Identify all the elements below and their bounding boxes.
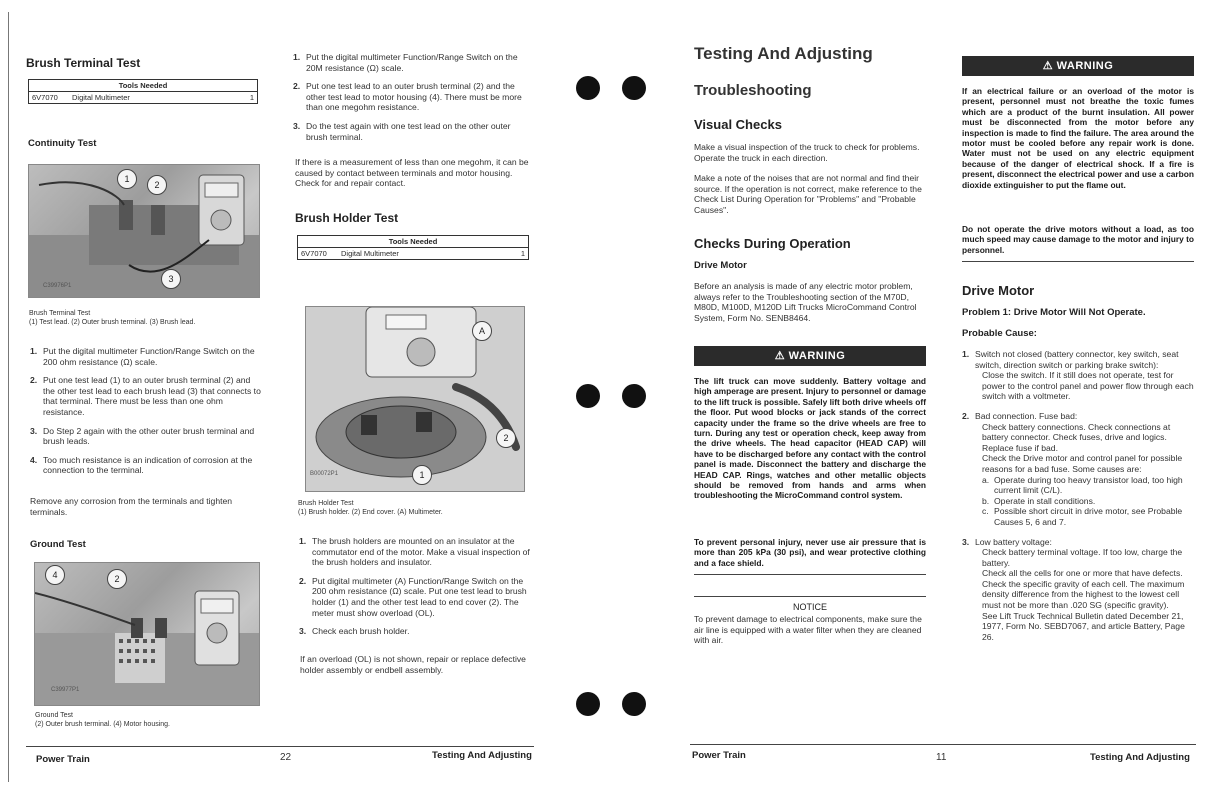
step-text: Check each brush holder. bbox=[312, 626, 410, 637]
cause-body: Check battery terminal voltage. If too low, charge the battery. bbox=[982, 547, 1183, 568]
binder-hole bbox=[576, 384, 600, 408]
step-item bbox=[293, 121, 529, 142]
notice-text: To prevent damage to electrical components, make sure the air line is equipped with a water filter when they are cleaned with air. bbox=[694, 614, 922, 646]
callout-2b: 2 bbox=[107, 569, 127, 589]
warning-icon: ⚠ bbox=[774, 350, 786, 362]
step-item bbox=[293, 81, 529, 113]
drive-motor-text: Before an analysis is made of any electric motor problem, always refer to the Troubleshooting section of the M70D, M80D, M100D, M120D Lift Trucks MicroCommand Control System, Form No. SENB8464. bbox=[694, 281, 917, 323]
warning-banner bbox=[694, 346, 926, 366]
brush-terminal-steps bbox=[30, 346, 262, 484]
footer-rule bbox=[26, 746, 534, 747]
step-text: Do Step 2 again with the other outer brush terminal and brush leads. bbox=[43, 425, 255, 447]
caption-detail: (1) Brush holder. (2) End cover. (A) Multimeter. bbox=[298, 509, 443, 516]
step-item bbox=[30, 346, 262, 367]
warning-text: The lift truck can move suddenly. Battery voltage and high amperage are present. Injury to personnel or damage to the lift truck is possible. Safely lift both drive wheels off the floor. Put wood blocks or jack stands of the correct capacity under the frame so the drive wheels are free to turn. During any test or operation check, keep away from the drive wheels. The head capacitor (HEAD CAP) will have to be discharged before any contact with the control panel is made. Disconnect the battery and discharge the HEAD CAP. Rings, watches and other metallic objects should be removed from hands and arms when troubleshooting the MicroCommand control system. bbox=[694, 376, 926, 501]
tool-qty: 1 bbox=[520, 249, 525, 258]
sub-text: Operate during too heavy transistor load, too high current limit (C/L). bbox=[994, 474, 1183, 496]
cause-number: 2. bbox=[962, 410, 970, 421]
step-item bbox=[30, 426, 262, 447]
cause-title: Low battery voltage: bbox=[975, 536, 1052, 547]
step-text: Put the digital multimeter Function/Range Switch on the 200 ohm resistance (Ω) scale. bbox=[43, 346, 255, 367]
cause-body-3: Check the specific gravity of each cell. The maximum density difference from the highest to the lowest cell must not be more than .020 SG (specific gravity). bbox=[982, 578, 1185, 611]
cause-item bbox=[962, 537, 1196, 548]
visual-checks-text-1: Make a visual inspection of the truck to check for problems. Operate the truck in each direction. bbox=[694, 142, 920, 163]
step-number: 1. bbox=[299, 536, 307, 546]
step-number: 2. bbox=[293, 81, 301, 92]
visual-checks-title: Visual Checks bbox=[694, 117, 782, 132]
footer-left-2: Power Train bbox=[692, 750, 746, 761]
binder-hole bbox=[576, 76, 600, 100]
step-item bbox=[30, 375, 262, 417]
step-text: Too much resistance is an indication of corrosion at the connection to the terminal. bbox=[43, 454, 253, 476]
cause-item bbox=[962, 411, 1196, 422]
sub-text: Operate in stall conditions. bbox=[994, 495, 1096, 506]
step-number: 1. bbox=[293, 52, 301, 62]
remove-corrosion-text: Remove any corrosion from the terminals and tighten terminals. bbox=[30, 496, 233, 517]
warning-icon: ⚠ bbox=[1042, 60, 1054, 72]
cause-title: Bad connection. Fuse bad: bbox=[975, 410, 1078, 421]
cause-body-2: Check the Drive motor and control panel for possible reasons for a bad fuse. Some causes are: bbox=[982, 453, 1183, 474]
cause-body-2: Check all the cells for one or more that have defects. bbox=[982, 568, 1183, 579]
callout-1b: 1 bbox=[412, 465, 432, 485]
overload-text: If an overload (OL) is not shown, repair or replace defective holder assembly or endbell assembly. bbox=[300, 654, 526, 675]
brush-holder-photo bbox=[305, 306, 525, 492]
caption-title: Brush Terminal Test bbox=[29, 310, 91, 317]
step-number: 2. bbox=[299, 575, 307, 586]
page-title: Testing And Adjusting bbox=[694, 44, 873, 63]
problem-1-title: Problem 1: Drive Motor Will Not Operate. bbox=[962, 307, 1146, 318]
brush-terminal-caption bbox=[29, 309, 269, 327]
step-text: Put one test lead (1) to an outer brush terminal (2) and the other test lead to each brush lead (3) that connects to that terminal. There must be less than one ohm resistance. bbox=[43, 375, 261, 417]
callout-2: 2 bbox=[147, 175, 167, 195]
step-text: Put one test lead to an outer brush terminal (2) and the other test lead to motor housing (4). There must be more than one megohm resistance. bbox=[306, 81, 522, 113]
step-item bbox=[299, 536, 531, 568]
sub-cause bbox=[982, 496, 1196, 507]
tools-needed-table bbox=[28, 79, 258, 104]
binder-hole bbox=[576, 692, 600, 716]
binder-hole bbox=[622, 76, 646, 100]
brush-holder-steps bbox=[299, 536, 531, 645]
warning-text-3: If an electrical failure or an overload of the motor is present, personnel must not breathe the toxic fumes which are a product of the burnt insulation. All power must be disconnected from the motor before any inspection is made to find the failure. The area around the motor must be cooled before any repair work is done. Water must not be used on any electric equipment because of the danger of electrical shock. If a fire is present, disconnect the electrical power and use a carbon dioxide extinguisher to put the flame out. bbox=[962, 86, 1194, 190]
brush-holder-caption bbox=[298, 499, 528, 517]
troubleshooting-title: Troubleshooting bbox=[694, 82, 812, 99]
cause-body: Check battery connections. Check connections at battery connector. Check fuses, drive and logics. Replace fuse if bad. bbox=[982, 421, 1171, 453]
sub-letter: a. bbox=[982, 474, 990, 485]
image-code: C39976P1 bbox=[43, 283, 72, 289]
step-item bbox=[299, 626, 531, 637]
step-number: 4. bbox=[30, 454, 38, 465]
tools-header: Tools Needed bbox=[29, 80, 257, 92]
ground-test-photo bbox=[34, 562, 260, 706]
tool-name: Digital Multimeter bbox=[72, 93, 130, 102]
brush-holder-test-title: Brush Holder Test bbox=[295, 211, 399, 225]
ground-test-steps bbox=[293, 52, 529, 150]
callout-4: 4 bbox=[45, 565, 65, 585]
caption-title: Ground Test bbox=[35, 712, 74, 719]
footer-right: Testing And Adjusting bbox=[432, 750, 532, 761]
continuity-test-title: Continuity Test bbox=[28, 138, 97, 149]
notice-rule bbox=[694, 596, 926, 597]
image-code: C39977P1 bbox=[51, 687, 80, 693]
warning-rule bbox=[694, 574, 926, 575]
ground-test-title: Ground Test bbox=[30, 539, 86, 550]
drive-motor-subtitle: Drive Motor bbox=[694, 260, 747, 271]
callout-3: 3 bbox=[161, 269, 181, 289]
warning-label: WARNING bbox=[788, 350, 846, 362]
brush-terminal-illustration bbox=[29, 165, 259, 297]
step-text: The brush holders are mounted on an insulator at the commutator end of the motor. Make a visual inspection of the brush holders and insulator. bbox=[312, 536, 530, 568]
notice-label: NOTICE bbox=[792, 602, 827, 612]
step-item bbox=[30, 455, 262, 476]
ground-test-caption bbox=[35, 711, 265, 729]
step-number: 3. bbox=[299, 626, 307, 637]
warning-label: WARNING bbox=[1056, 60, 1114, 72]
warning-banner-2 bbox=[962, 56, 1194, 76]
callout-1: 1 bbox=[117, 169, 137, 189]
causes-list bbox=[962, 349, 1196, 642]
callout-a: A bbox=[472, 321, 492, 341]
step-item bbox=[293, 52, 529, 73]
footer-rule-2 bbox=[690, 744, 1196, 745]
checks-during-title: Checks During Operation bbox=[694, 236, 851, 251]
warning-rule-2 bbox=[962, 261, 1194, 262]
sub-cause bbox=[982, 506, 1196, 527]
cause-item bbox=[962, 349, 1196, 370]
callout-2c: 2 bbox=[496, 428, 516, 448]
left-margin-line bbox=[8, 12, 9, 782]
sub-cause bbox=[982, 475, 1196, 496]
tool-code: 6V7070 bbox=[32, 93, 58, 102]
caption-detail: (2) Outer brush terminal. (4) Motor housing. bbox=[35, 721, 170, 728]
visual-checks-text-2: Make a note of the noises that are not normal and find their source. If the operation is not correct, make reference to the Check List During Operation for "Problems" and "Probable Causes". bbox=[694, 173, 922, 215]
step-text: Do the test again with one test lead on the other outer brush terminal. bbox=[306, 120, 511, 142]
step-item bbox=[299, 576, 531, 618]
page-number-2: 11 bbox=[936, 752, 947, 763]
cause-number: 3. bbox=[962, 536, 970, 547]
warning-text-2: To prevent personal injury, never use air pressure that is more than 205 kPa (30 psi), and wear protective clothing and a face shield. bbox=[694, 537, 926, 568]
tools-needed-table-2 bbox=[297, 235, 529, 260]
caption-detail: (1) Test lead. (2) Outer brush terminal. (3) Brush lead. bbox=[29, 319, 196, 326]
cause-title: Switch not closed (battery connector, key switch, seat switch, direction switch or parking brake switch): bbox=[975, 349, 1179, 370]
image-code: B00072P1 bbox=[310, 471, 339, 477]
caption-title: Brush Holder Test bbox=[298, 500, 354, 507]
step-number: 3. bbox=[293, 120, 301, 131]
brush-terminal-test-title: Brush Terminal Test bbox=[26, 56, 141, 70]
footer-left: Power Train bbox=[36, 754, 90, 765]
tool-code: 6V7070 bbox=[301, 249, 327, 258]
page-number: 22 bbox=[280, 752, 292, 763]
sub-letter: b. bbox=[982, 495, 990, 506]
step-text: Put the digital multimeter Function/Range Switch on the 20M resistance (Ω) scale. bbox=[306, 52, 518, 73]
step-number: 1. bbox=[30, 346, 38, 356]
cause-body-4: See Lift Truck Technical Bulletin dated December 21, 1977, Form No. SEBD7067, and article Battery, Page 26. bbox=[982, 610, 1185, 642]
tool-name: Digital Multimeter bbox=[341, 249, 399, 258]
ground-test-illustration bbox=[35, 563, 259, 705]
brush-terminal-photo bbox=[28, 164, 260, 298]
warning-text-4: Do not operate the drive motors without a load, as too much speed may cause damage to the motor and injury to personnel. bbox=[962, 224, 1194, 255]
cause-body: Close the switch. If it still does not operate, test for power to the control panel and power flow through each switch with a voltmeter. bbox=[982, 370, 1194, 402]
sub-letter: c. bbox=[982, 506, 989, 517]
step-text: Put digital multimeter (A) Function/Range Switch on the 200 ohm resistance (Ω) scale. Put one test lead to brush holder (1) and the other test lead to end cover (2). The meter must show overload (OL). bbox=[312, 575, 527, 618]
tool-qty: 1 bbox=[249, 93, 254, 102]
footer-right-2: Testing And Adjusting bbox=[1090, 752, 1190, 763]
step-number: 2. bbox=[30, 375, 38, 386]
cause-number: 1. bbox=[962, 349, 970, 359]
sub-text: Possible short circuit in drive motor, see Probable Causes 5, 6 and 7. bbox=[994, 506, 1183, 527]
step-number: 3. bbox=[30, 425, 38, 436]
binder-hole bbox=[622, 384, 646, 408]
binder-hole bbox=[622, 692, 646, 716]
megohm-text: If there is a measurement of less than one megohm, it can be caused by contact between terminals and motor housing. Check for and repair contact. bbox=[295, 157, 529, 189]
probable-cause-label: Probable Cause: bbox=[962, 328, 1037, 339]
drive-motor-title: Drive Motor bbox=[962, 283, 1035, 298]
tools-header: Tools Needed bbox=[298, 236, 528, 248]
